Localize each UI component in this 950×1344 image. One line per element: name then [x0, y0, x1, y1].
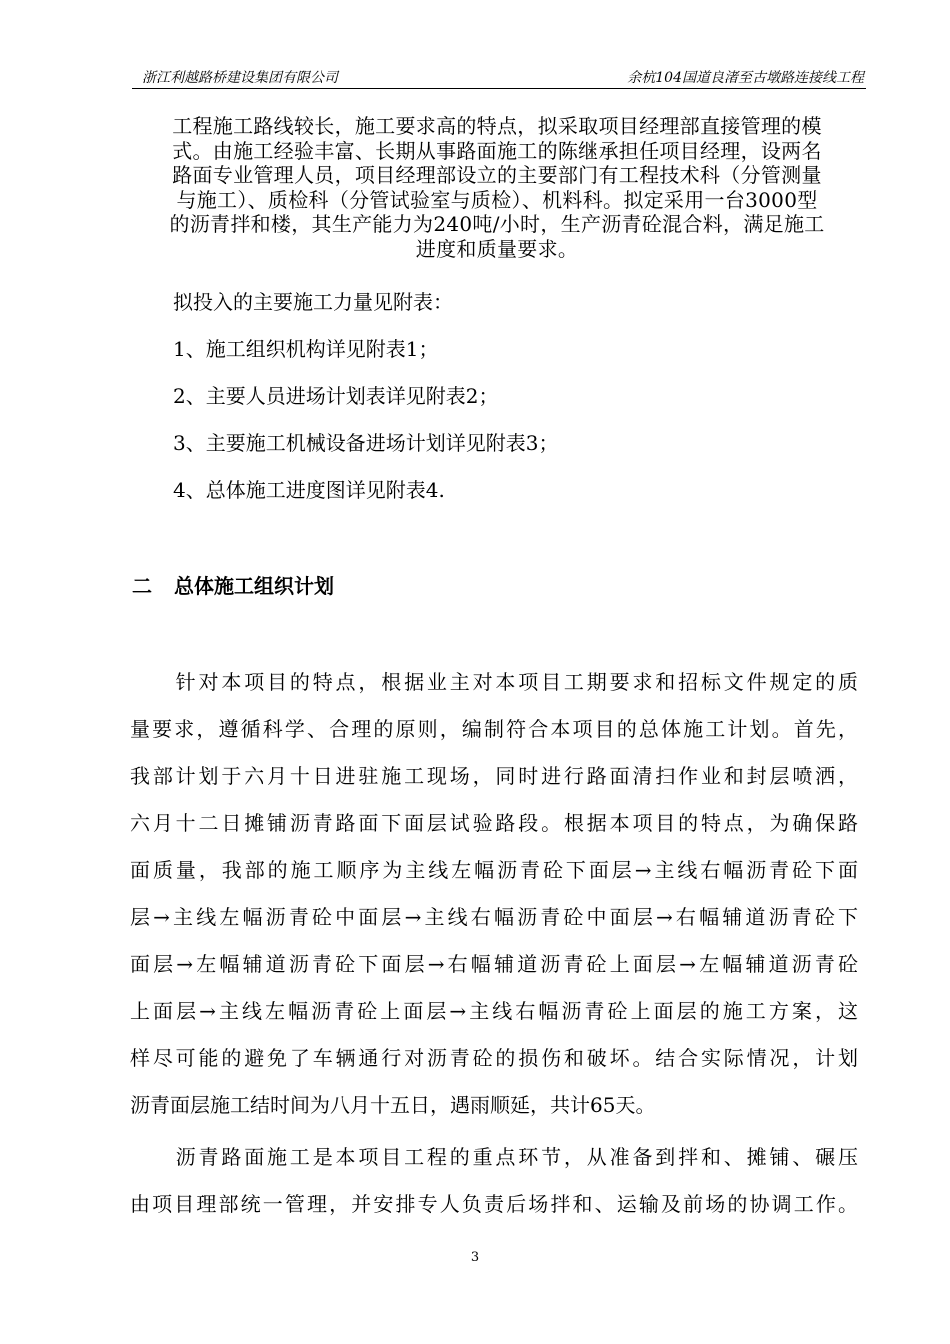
paragraph-line: 针对本项目的特点，根据业主对本项目工期要求和招标文件规定的质	[130, 670, 858, 694]
intro-line: 的沥青拌和楼，其生产能力为240吨/小时，生产沥青砼混合料，满足施工	[169, 212, 825, 236]
page-header	[132, 66, 866, 89]
paragraph-line: 由项目理部统一管理，并安排专人负责后场拌和、运输及前场的协调工作。	[130, 1192, 858, 1216]
paragraph-line: 量要求，遵循科学、合理的原则，编制符合本项目的总体施工计划。首先，	[130, 717, 858, 741]
header-project-name: 余杭104国道良渚至古墩路连接线工程	[627, 70, 864, 86]
intro-line: 进度和质量要求。	[415, 236, 579, 261]
list-item: 3、主要施工机械设备进场计划详见附表3；	[173, 431, 559, 455]
intro-line: 与施工）、质检科（分管试验室与质检）、机料科。拟定采用一台3000型	[176, 187, 818, 212]
intro-line: 式。由施工经验丰富、长期从事路面施工的陈继承担任项目经理，设两名	[172, 138, 822, 163]
list-item: 1、施工组织机构详见附表1；	[173, 337, 439, 361]
paragraph-line: 样尽可能的避免了车辆通行对沥青砼的损伤和破坏。结合实际情况，计划	[130, 1046, 858, 1070]
section-title: 总体施工组织计划	[174, 574, 334, 598]
intro-line: 工程施工路线较长，施工要求高的特点，拟采取项目经理部直接管理的模	[172, 114, 822, 138]
paragraph-line: 我部计划于六月十日进驻施工现场，同时进行路面清扫作业和封层喷洒，	[130, 764, 858, 788]
list-item: 4、总体施工进度图详见附表4.	[173, 478, 445, 502]
intro-paragraph	[128, 114, 866, 261]
paragraph-line: 层→主线左幅沥青砼中面层→主线右幅沥青砼中面层→右幅辅道沥青砼下	[130, 905, 858, 929]
paragraph-line: 上面层→主线左幅沥青砼上面层→主线右幅沥青砼上面层的施工方案，这	[130, 999, 858, 1023]
paragraph-line: 沥青路面施工是本项目工程的重点环节，从准备到拌和、摊铺、碾压	[130, 1145, 858, 1169]
section-number: 二	[132, 574, 152, 598]
page-number: 3	[470, 1250, 480, 1265]
list-item: 2、主要人员进场计划表详见附表2；	[173, 384, 499, 408]
list-intro: 拟投入的主要施工力量见附表：	[173, 290, 453, 314]
paragraph-line: 沥青面层施工结时间为八月十五日，遇雨顺延，共计65天。	[130, 1093, 656, 1117]
paragraph-line: 六月十二日摊铺沥青路面下面层试验路段。根据本项目的特点，为确保路	[130, 811, 858, 835]
intro-line: 路面专业管理人员，项目经理部设立的主要部门有工程技术科（分管测量	[172, 163, 822, 187]
paragraph-line: 面质量，我部的施工顺序为主线左幅沥青砼下面层→主线右幅沥青砼下面	[130, 858, 858, 882]
header-company-name: 浙江利越路桥建设集团有限公司	[142, 70, 338, 86]
paragraph-line: 面层→左幅辅道沥青砼下面层→右幅辅道沥青砼上面层→左幅辅道沥青砼	[130, 952, 858, 976]
section-heading	[132, 570, 334, 599]
